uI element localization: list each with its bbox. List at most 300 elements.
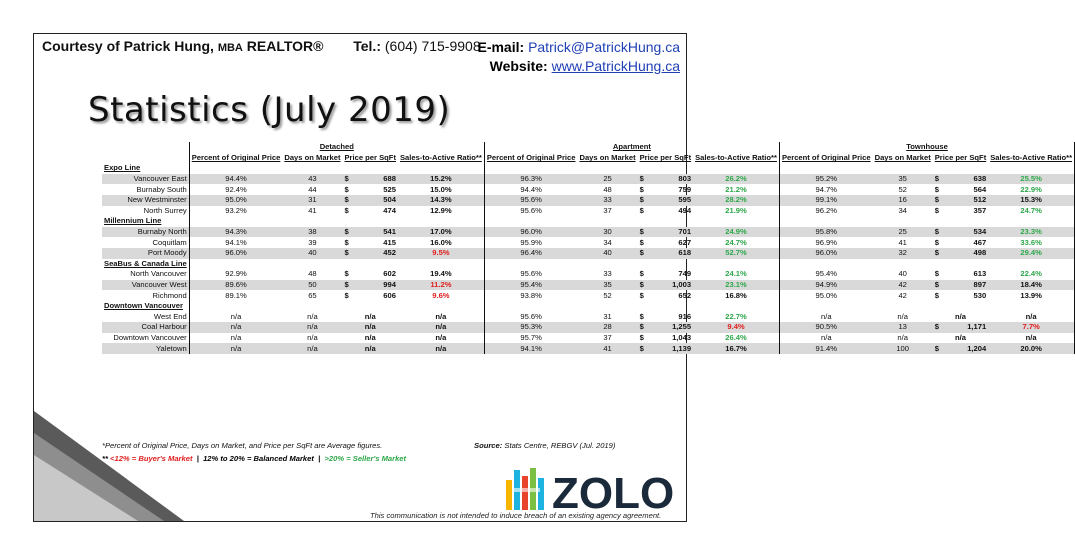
price-value: 897	[973, 280, 987, 290]
sales-ratio-cell: n/a	[435, 332, 447, 342]
cell	[933, 216, 988, 227]
sales-ratio-cell: 12.9%	[430, 205, 452, 215]
dollar-sign: $	[344, 280, 349, 290]
days-on-market-cell: 35	[577, 280, 637, 291]
area-name: Downtown Vancouver	[113, 332, 187, 342]
cell	[484, 301, 577, 312]
price-wrapper	[935, 269, 986, 279]
price-wrapper	[344, 238, 395, 248]
price-wrapper	[640, 174, 691, 184]
sales-ratio-cell: 29.4%	[988, 248, 1074, 259]
price-sqft-cell: n/a	[342, 322, 397, 333]
pct-original-cell: n/a	[189, 343, 282, 354]
cell	[933, 301, 988, 312]
cell	[342, 259, 397, 270]
days-on-market-cell: 50	[282, 280, 342, 291]
price-wrapper	[935, 174, 986, 184]
days-on-market-cell: 28	[577, 322, 637, 333]
pct-original-cell: 95.6%	[484, 269, 577, 280]
email-label: E-mail:	[477, 39, 525, 55]
days-on-market-cell: n/a	[282, 322, 342, 333]
days-on-market-cell: 41	[898, 237, 907, 247]
pct-original-cell: 95.4%	[484, 280, 577, 291]
price-sqft-cell	[638, 333, 693, 344]
sales-ratio-cell: 16.8%	[725, 290, 747, 300]
price-sqft-cell: n/a	[364, 332, 376, 342]
days-on-market-cell: 40	[898, 269, 907, 279]
price-value: 530	[973, 290, 987, 300]
price-wrapper	[640, 291, 691, 301]
cell	[693, 301, 779, 312]
col-ratio: Sales-to-Active Ratio**	[695, 153, 777, 163]
dollar-sign: $	[934, 290, 939, 300]
price-sqft-cell	[342, 248, 397, 259]
cell	[988, 301, 1074, 312]
price-wrapper	[640, 333, 691, 343]
pct-original-cell: 92.4%	[189, 184, 282, 195]
price-sqft-cell	[638, 206, 693, 217]
cell	[484, 216, 577, 227]
cell	[398, 301, 484, 312]
dollar-sign: $	[639, 205, 644, 215]
pct-original-cell: 99.1%	[779, 195, 872, 206]
dollar-sign: $	[639, 290, 644, 300]
cell	[779, 259, 872, 270]
pct-original-cell: 90.5%	[779, 322, 872, 333]
days-on-market-cell: 13	[873, 322, 933, 333]
col-pct: Percent of Original Price	[779, 153, 872, 164]
sales-ratio-cell: 26.2%	[693, 174, 779, 185]
section-title: Expo Line	[104, 163, 141, 173]
price-sqft-cell	[933, 174, 988, 185]
zolo-logo-text: ZOLO	[552, 469, 675, 518]
cell	[988, 216, 1074, 227]
pct-original-cell: 95.8%	[779, 227, 872, 238]
table-row	[102, 333, 1075, 344]
price-wrapper	[344, 227, 395, 237]
contact-block	[477, 38, 680, 76]
sales-ratio-cell: 15.3%	[988, 195, 1074, 206]
dollar-sign: $	[344, 237, 349, 247]
col-ratio: Sales-to-Active Ratio**	[399, 153, 482, 163]
cell	[282, 259, 342, 270]
price-value: 541	[383, 227, 396, 237]
pct-original-cell: 95.6%	[484, 206, 577, 217]
price-wrapper	[935, 185, 986, 195]
price-value: 1,255	[672, 322, 692, 332]
days-on-market-cell: n/a	[307, 332, 318, 342]
dollar-sign: $	[344, 174, 349, 184]
price-value: 504	[383, 195, 396, 205]
sales-ratio-cell: 23.3%	[988, 227, 1074, 238]
cell	[779, 163, 872, 174]
cell	[577, 216, 637, 227]
price-value: 613	[973, 269, 987, 279]
cell	[779, 301, 872, 312]
days-on-market-cell: 31	[603, 311, 612, 321]
pct-original-cell: 92.9%	[189, 269, 282, 280]
price-sqft-cell	[342, 237, 397, 248]
price-sqft-cell: n/a	[954, 311, 966, 321]
cell	[638, 216, 693, 227]
page-title: Statistics (July 2019)	[88, 90, 451, 130]
col-pct: Percent of Original Price	[484, 153, 577, 164]
source-value: Stats Centre, REBGV (Jul. 2019)	[504, 441, 616, 450]
price-value: 803	[678, 174, 692, 184]
col-dom: Days on Market	[284, 153, 341, 163]
sales-ratio-cell: 16.7%	[693, 343, 779, 354]
section-title: Downtown Vancouver	[104, 301, 183, 311]
area-name: Coquitlam	[152, 237, 187, 247]
price-sqft-cell	[933, 206, 988, 217]
days-on-market-cell: 30	[577, 227, 637, 238]
price-value: 759	[678, 184, 692, 194]
sales-ratio-cell: 28.2%	[693, 195, 779, 206]
price-wrapper	[640, 185, 691, 195]
pct-original-cell: n/a	[189, 333, 282, 344]
days-on-market-cell: 48	[308, 269, 317, 279]
days-on-market-cell: 52	[898, 184, 907, 194]
cell	[189, 216, 282, 227]
col-ppsf: Price per SqFt	[344, 153, 396, 163]
price-wrapper	[344, 291, 395, 301]
cell	[484, 163, 577, 174]
days-on-market-cell: 37	[603, 332, 612, 342]
price-value: 701	[678, 227, 692, 237]
legend-buyer: <12% = Buyer's Market	[110, 454, 193, 463]
price-sqft-cell	[342, 206, 397, 217]
table-row	[102, 184, 1075, 195]
dollar-sign: $	[934, 248, 939, 258]
price-value: 1,043	[672, 332, 692, 342]
days-on-market-cell: n/a	[897, 332, 908, 342]
days-on-market-cell: 48	[603, 184, 612, 194]
price-sqft-cell	[342, 174, 397, 185]
days-on-market-cell: 39	[308, 237, 317, 247]
sales-ratio-cell: 26.4%	[725, 332, 747, 342]
days-on-market-cell: 33	[603, 269, 612, 279]
area-name: New Westminster	[102, 195, 189, 206]
dollar-sign: $	[344, 195, 349, 205]
pct-original-cell: 94.9%	[779, 280, 872, 291]
col-ppsf: Price per SqFt	[639, 153, 692, 163]
price-sqft-cell	[933, 227, 988, 238]
area-name: North Vancouver	[130, 269, 187, 279]
disclaimer: This communication is not intended to induce breach of an existing agency agreement.	[370, 511, 662, 520]
cell	[693, 163, 779, 174]
days-on-market-cell: 25	[873, 227, 933, 238]
area-name: West End	[153, 311, 187, 321]
price-value: 498	[973, 248, 987, 258]
credential: MBA	[217, 42, 243, 54]
col-ratio: Sales-to-Active Ratio**	[988, 153, 1074, 164]
price-value: 525	[383, 184, 396, 194]
price-sqft-cell	[933, 290, 988, 301]
price-wrapper	[640, 195, 691, 205]
cell	[189, 163, 282, 174]
price-sqft-cell	[638, 248, 693, 259]
pct-original-cell: 96.2%	[779, 206, 872, 217]
cell	[873, 259, 933, 270]
price-wrapper	[935, 322, 986, 332]
cell	[577, 301, 637, 312]
price-sqft-cell	[638, 290, 693, 301]
dollar-sign: $	[934, 174, 939, 184]
table-row	[102, 312, 1075, 323]
cell	[577, 259, 637, 270]
cell	[693, 259, 779, 270]
sales-ratio-cell: 9.4%	[693, 322, 779, 333]
section-row	[102, 301, 1075, 312]
price-wrapper	[640, 344, 691, 354]
section-row	[102, 163, 1075, 174]
cell	[693, 216, 779, 227]
dollar-sign: $	[639, 227, 644, 237]
website-link[interactable]: www.PatrickHung.ca	[551, 58, 680, 74]
pct-original-cell: 93.2%	[189, 206, 282, 217]
sales-ratio-cell: 24.1%	[725, 269, 747, 279]
col-dom: Days on Market	[579, 153, 636, 163]
sales-ratio-cell: n/a	[988, 333, 1074, 344]
table-row	[102, 237, 1075, 248]
table-row	[102, 174, 1075, 185]
dollar-sign: $	[934, 237, 939, 247]
footnote: *Percent of Original Price, Days on Market, and Price per SqFt are Average figures.	[102, 441, 383, 450]
pct-original-cell: 94.1%	[484, 343, 577, 354]
sales-ratio-cell: 21.9%	[725, 205, 747, 215]
price-wrapper	[640, 206, 691, 216]
price-value: 652	[678, 290, 692, 300]
cell	[342, 163, 397, 174]
price-value: 357	[973, 205, 987, 215]
cell	[189, 301, 282, 312]
pct-original-cell: 89.1%	[189, 290, 282, 301]
stats-table	[102, 142, 1075, 354]
ratio-legend	[102, 454, 406, 463]
pct-original-cell: 95.6%	[484, 195, 577, 206]
price-wrapper	[640, 322, 691, 332]
price-wrapper	[640, 238, 691, 248]
group-townhouse: Townhouse	[779, 142, 1074, 153]
pct-original-cell: 95.4%	[779, 269, 872, 280]
sales-ratio-cell: n/a	[398, 322, 484, 333]
days-on-market-cell: 32	[873, 248, 933, 259]
dollar-sign: $	[344, 290, 349, 300]
cell	[988, 163, 1074, 174]
price-value: 564	[973, 184, 987, 194]
pct-original-cell: 96.0%	[189, 248, 282, 259]
area-name: Burnaby South	[136, 184, 187, 194]
pct-original-cell: 91.4%	[779, 343, 872, 354]
area-name: Yaletown	[102, 343, 189, 354]
sales-ratio-cell: 21.2%	[725, 184, 747, 194]
cell	[484, 259, 577, 270]
area-name: Richmond	[152, 290, 187, 300]
price-value: 1,204	[967, 343, 987, 353]
price-sqft-cell	[342, 184, 397, 195]
price-value: 1,139	[672, 343, 692, 353]
col-ppsf: Price per SqFt	[934, 153, 987, 163]
cell	[638, 259, 693, 270]
table-row	[102, 322, 1075, 333]
days-on-market-cell: n/a	[282, 343, 342, 354]
price-wrapper	[935, 238, 986, 248]
pct-original-cell: 94.4%	[189, 174, 282, 185]
days-on-market-cell: 65	[308, 290, 317, 300]
table-row	[102, 227, 1075, 238]
price-value: 606	[383, 290, 396, 300]
price-sqft-cell: n/a	[342, 343, 397, 354]
website-label: Website:	[489, 58, 548, 74]
sales-ratio-cell: 24.9%	[693, 227, 779, 238]
area-name: Vancouver West	[102, 280, 189, 291]
days-on-market-cell: 34	[603, 237, 612, 247]
dollar-sign: $	[344, 269, 349, 279]
section-row	[102, 216, 1075, 227]
cell	[342, 301, 397, 312]
courtesy-name: Courtesy of Patrick Hung,	[42, 38, 214, 54]
sales-ratio-cell: 20.0%	[988, 343, 1074, 354]
pct-original-cell: 95.0%	[189, 195, 282, 206]
pct-original-cell: 95.7%	[484, 333, 577, 344]
col-pct: Percent of Original Price	[189, 153, 282, 164]
days-on-market-cell: 33	[577, 195, 637, 206]
price-sqft-cell	[638, 195, 693, 206]
price-sqft-cell	[638, 322, 693, 333]
days-on-market-cell: 35	[873, 174, 933, 185]
realtor-label: REALTOR®	[246, 38, 324, 54]
source-label: Source:	[474, 441, 503, 450]
dollar-sign: $	[639, 237, 644, 247]
cell	[282, 216, 342, 227]
dollar-sign: $	[344, 227, 349, 237]
days-on-market-cell: 42	[898, 290, 907, 300]
price-wrapper	[935, 227, 986, 237]
price-sqft-cell	[638, 269, 693, 280]
pct-original-cell: 94.3%	[189, 227, 282, 238]
dollar-sign: $	[344, 205, 349, 215]
price-value: 627	[678, 237, 692, 247]
sales-ratio-cell: 7.7%	[988, 322, 1074, 333]
price-value: 595	[678, 195, 692, 205]
price-value: 494	[678, 205, 692, 215]
legend-sep: |	[318, 454, 321, 463]
pct-original-cell: 96.4%	[484, 248, 577, 259]
price-wrapper	[640, 248, 691, 258]
dollar-sign: $	[639, 322, 644, 332]
zolo-logo	[504, 466, 682, 518]
cell	[873, 163, 933, 174]
price-sqft-cell	[933, 269, 988, 280]
pct-original-cell: 96.3%	[484, 174, 577, 185]
cell	[638, 163, 693, 174]
price-sqft-cell	[342, 195, 397, 206]
table-row	[102, 290, 1075, 301]
pct-original-cell: 94.4%	[484, 184, 577, 195]
area-name: Vancouver East	[102, 174, 189, 185]
days-on-market-cell: 42	[873, 280, 933, 291]
table-row	[102, 248, 1075, 259]
legend-balanced: 12% to 20% = Balanced Market	[203, 454, 314, 463]
days-on-market-cell: 43	[282, 174, 342, 185]
price-value: 1,171	[967, 322, 987, 332]
sales-ratio-cell: 22.7%	[725, 311, 747, 321]
pct-original-cell: 95.3%	[484, 322, 577, 333]
days-on-market-cell: 40	[577, 248, 637, 259]
price-sqft-cell	[933, 322, 988, 333]
sales-ratio-cell: 15.2%	[398, 174, 484, 185]
cell	[638, 301, 693, 312]
group-apartment: Apartment	[484, 142, 779, 153]
dollar-sign: $	[934, 184, 939, 194]
cell	[398, 259, 484, 270]
price-sqft-cell	[342, 227, 397, 238]
cell	[342, 216, 397, 227]
price-sqft-cell	[933, 280, 988, 291]
price-value: 512	[973, 195, 987, 205]
table-row	[102, 280, 1075, 291]
price-value: 618	[678, 248, 692, 258]
sales-ratio-cell: 16.0%	[430, 237, 452, 247]
area-name: Port Moody	[102, 248, 189, 259]
sales-ratio-cell: 23.1%	[693, 280, 779, 291]
tel-value: (604) 715-9908	[384, 38, 481, 54]
dollar-sign: $	[344, 184, 349, 194]
table-row	[102, 195, 1075, 206]
dollar-sign: $	[639, 269, 644, 279]
sales-ratio-cell: 52.7%	[693, 248, 779, 259]
cell	[933, 259, 988, 270]
dollar-sign: $	[934, 227, 939, 237]
pct-original-cell: n/a	[779, 333, 872, 344]
days-on-market-cell: 38	[282, 227, 342, 238]
price-sqft-cell: n/a	[954, 332, 966, 342]
price-sqft-cell	[933, 195, 988, 206]
price-wrapper	[935, 195, 986, 205]
price-value: 916	[678, 311, 692, 321]
area-name: Burnaby North	[102, 227, 189, 238]
sales-ratio-cell: 18.4%	[988, 280, 1074, 291]
dollar-sign: $	[639, 195, 644, 205]
col-dom: Days on Market	[874, 153, 931, 163]
price-sqft-cell	[638, 280, 693, 291]
column-header-row	[102, 153, 1075, 164]
sales-ratio-cell: 22.4%	[988, 269, 1074, 280]
price-wrapper	[344, 185, 395, 195]
email-link[interactable]: Patrick@PatrickHung.ca	[528, 39, 680, 55]
cell	[873, 301, 933, 312]
cell	[577, 163, 637, 174]
sales-ratio-cell: n/a	[398, 343, 484, 354]
cell	[282, 163, 342, 174]
dollar-sign: $	[934, 269, 939, 279]
price-value: 994	[383, 280, 396, 290]
price-sqft-cell	[638, 343, 693, 354]
group-header-row	[102, 142, 1075, 153]
days-on-market-cell: 16	[873, 195, 933, 206]
days-on-market-cell: 41	[308, 205, 317, 215]
price-wrapper	[640, 227, 691, 237]
pct-original-cell: 95.0%	[779, 290, 872, 301]
cell	[988, 259, 1074, 270]
sales-ratio-cell: 24.7%	[725, 237, 747, 247]
section-title: SeaBus & Canada Line	[104, 258, 187, 268]
cell	[282, 301, 342, 312]
sales-ratio-cell: 13.9%	[988, 290, 1074, 301]
legend-sep: |	[196, 454, 199, 463]
price-wrapper	[344, 280, 395, 290]
price-value: 534	[973, 227, 987, 237]
